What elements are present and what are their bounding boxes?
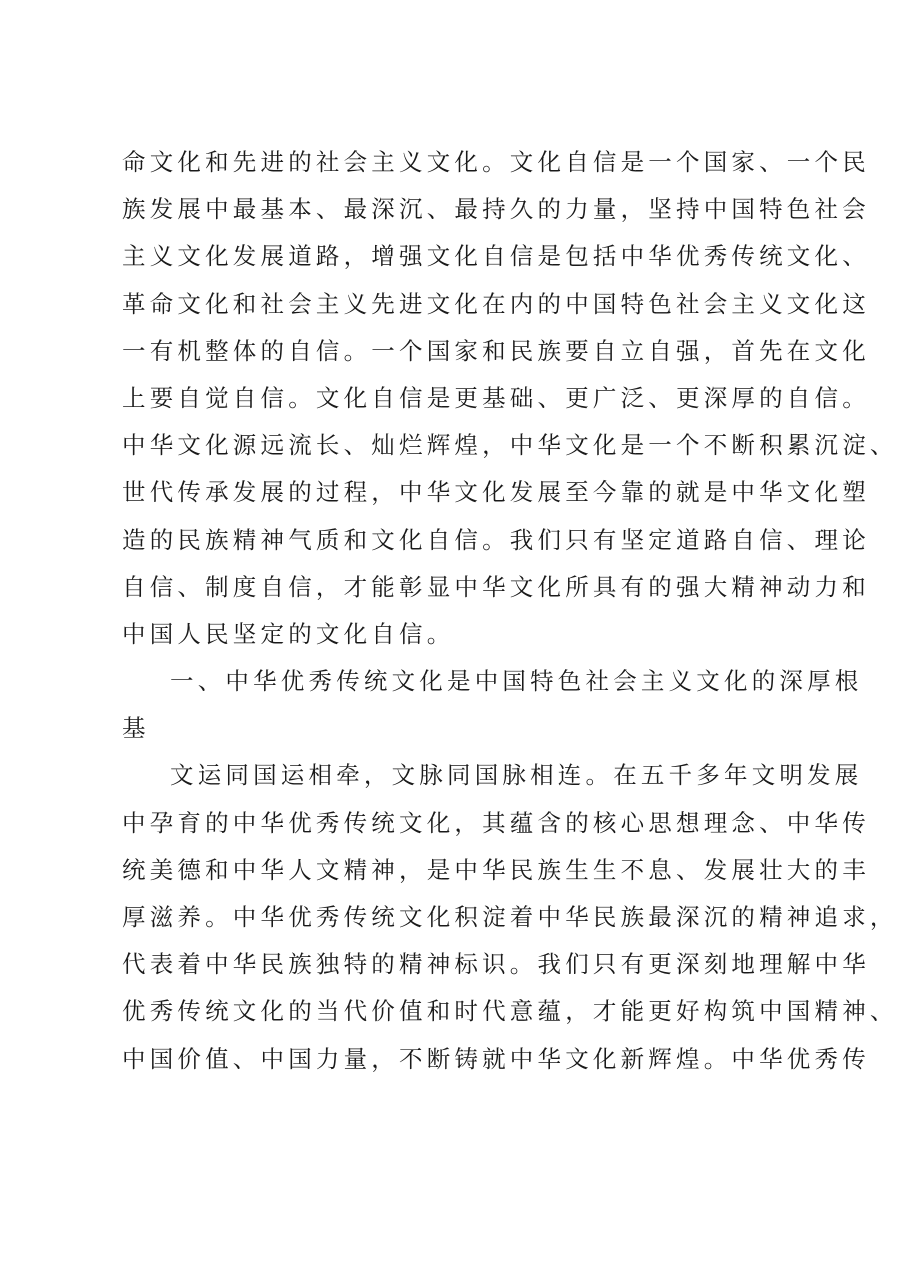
- text-line-8: 世代传承发展的过程，中华文化发展至今靠的就是中华文化塑: [122, 478, 870, 507]
- text-line-19: 优秀传统文化的当代价值和时代意蕴，才能更好构筑中国精神、: [122, 997, 898, 1026]
- text-line-4: 革命文化和社会主义先进文化在内的中国特色社会主义文化这: [122, 289, 870, 318]
- section-heading-line-1: 一、中华优秀传统文化是中国特色社会主义文化的深厚根: [170, 667, 863, 696]
- text-line-15: 中孕育的中华优秀传统文化，其蕴含的核心思想理念、中华传: [122, 808, 870, 837]
- text-line-6: 上要自觉自信。文化自信是更基础、更广泛、更深厚的自信。: [122, 383, 870, 412]
- document-body: [122, 139, 898, 1083]
- text-line-20: 中国价值、中国力量，不断铸就中华文化新辉煌。中华优秀传: [122, 1044, 870, 1073]
- text-line-11: 中国人民坚定的文化自信。: [122, 619, 455, 648]
- text-line-10: 自信、制度自信，才能彰显中华文化所具有的强大精神动力和: [122, 572, 870, 601]
- text-line-5: 一有机整体的自信。一个国家和民族要自立自强，首先在文化: [122, 336, 870, 365]
- text-line-18: 代表着中华民族独特的精神标识。我们只有更深刻地理解中华: [122, 950, 870, 979]
- text-line-3: 主义文化发展道路，增强文化自信是包括中华优秀传统文化、: [122, 242, 870, 271]
- text-line-7: 中华文化源远流长、灿烂辉煌，中华文化是一个不断积累沉淀、: [122, 431, 898, 460]
- text-line-9: 造的民族精神气质和文化自信。我们只有坚定道路自信、理论: [122, 525, 870, 554]
- section-heading-line-2: 基: [122, 714, 150, 743]
- text-line-16: 统美德和中华人文精神，是中华民族生生不息、发展壮大的丰: [122, 855, 870, 884]
- text-line-14: 文运同国运相牵，文脉同国脉相连。在五千多年文明发展: [170, 761, 863, 790]
- text-line-1: 命文化和先进的社会主义文化。文化自信是一个国家、一个民: [122, 148, 870, 176]
- text-line-17: 厚滋养。中华优秀传统文化积淀着中华民族最深沉的精神追求，: [122, 903, 898, 931]
- text-line-2: 族发展中最基本、最深沉、最持久的力量，坚持中国特色社会: [122, 195, 870, 224]
